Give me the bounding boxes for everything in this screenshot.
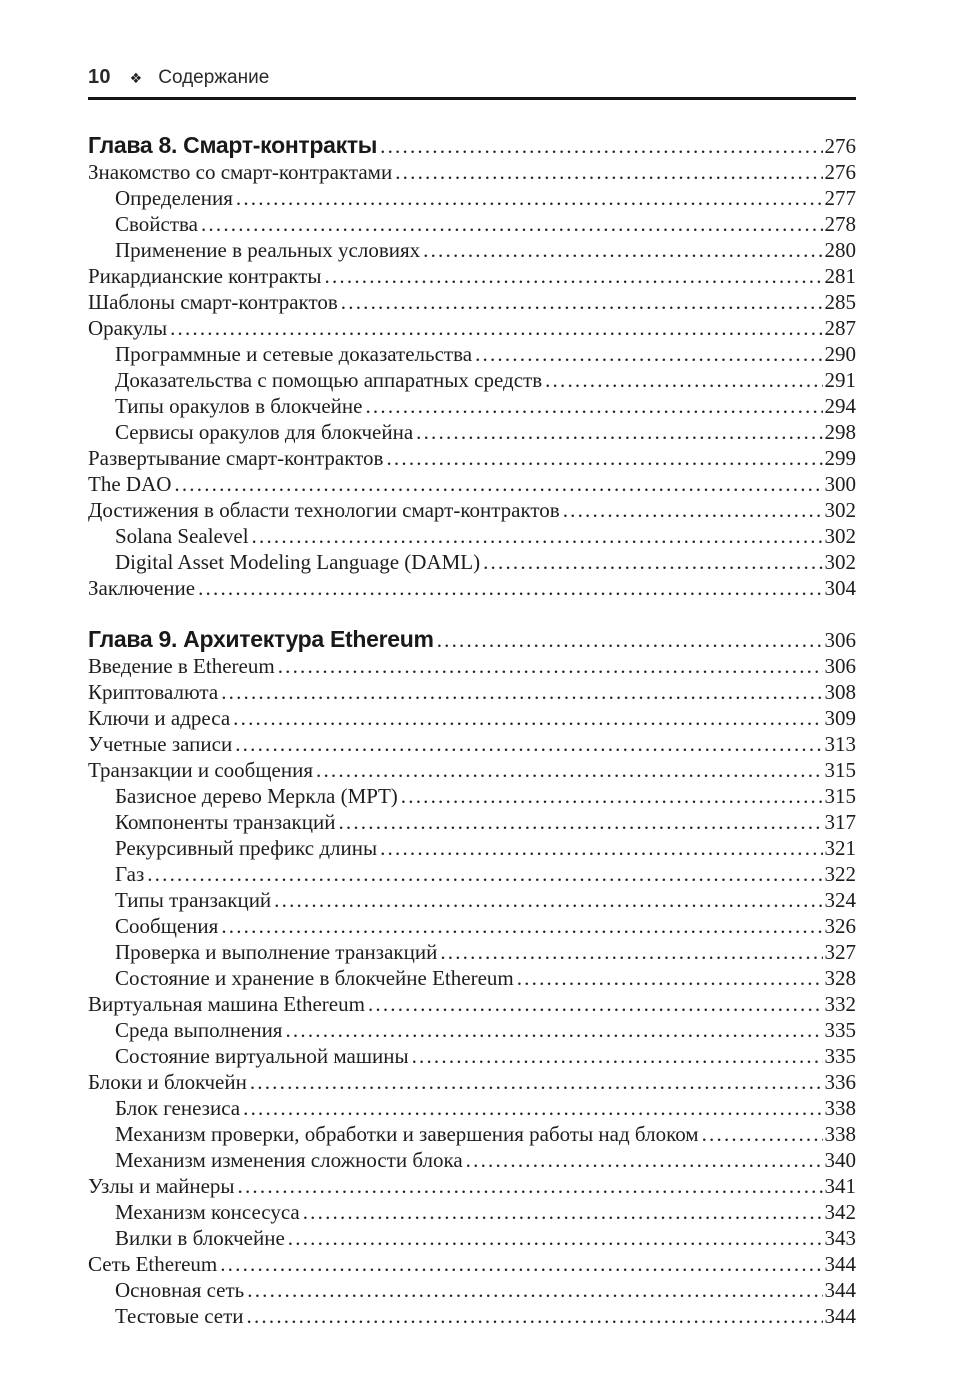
toc-entry-label: Рекурсивный префикс длины [115,836,378,860]
toc-entry-label: Оракулы [88,316,168,340]
toc-entry-label: Заключение [88,576,196,600]
toc-entry-page: 344 [824,1252,856,1276]
toc-entry-label: Блоки и блокчейн [88,1070,247,1094]
dot-leader [560,497,823,523]
toc-entry [88,549,856,575]
dot-leader [542,367,822,393]
dot-leader [362,393,822,419]
toc-entry-page: 277 [824,186,856,210]
toc-entry [88,263,856,289]
toc-entry-page: 300 [824,472,856,496]
toc-entry-label: Блок генезиса [115,1096,241,1120]
toc-entry-label: Механизм изменения сложности блока [115,1148,463,1172]
dot-leader [322,263,823,289]
toc-chapter-heading [88,132,856,159]
toc-entry-page: 341 [824,1174,856,1198]
toc-entry-page: 309 [824,706,856,730]
toc-entry-page: 336 [824,1070,856,1094]
toc-entry [88,939,856,965]
toc-entry [88,1121,856,1147]
page-header [88,66,856,100]
diamond-ornament-icon: ❖ [129,71,143,87]
toc-entry-label: Развертывание смарт-контрактов [88,446,384,470]
toc-entry-label: Тестовые сети [115,1304,244,1328]
toc-entry-label: Сервисы оракулов для блокчейна [115,420,414,444]
toc-entry-page: 322 [824,862,856,886]
toc-entry-label: Глава 8. Смарт-контракты [88,132,378,158]
toc-entry [88,1251,856,1277]
toc-entry [88,731,856,757]
toc-entry [88,1199,856,1225]
toc-entry-label: Доказательства с помощью аппаратных средств [115,368,543,392]
toc-entry [88,185,856,211]
toc-entry [88,1017,856,1043]
toc-entry [88,289,856,315]
toc-entry-page: 315 [824,758,856,782]
toc-entry [88,991,856,1017]
toc-entry [88,1095,856,1121]
toc-entry [88,159,856,185]
dot-leader [472,341,822,367]
folio-page-number: 10 [88,66,111,88]
dot-leader [282,1017,822,1043]
dot-leader [167,315,822,341]
dot-leader [420,237,822,263]
toc-entry-page: 290 [824,342,856,366]
toc-entry [88,211,856,237]
toc-entry [88,861,856,887]
toc-entry-label: Основная сеть [115,1278,245,1302]
dot-leader [377,835,822,861]
dot-leader [335,809,822,835]
dot-leader [409,1043,823,1069]
dot-leader [383,445,822,471]
toc-entry-page: 285 [824,290,856,314]
dot-leader [463,1147,823,1173]
toc-entry [88,783,856,809]
toc-entry-page: 332 [824,992,856,1016]
toc-section [88,626,856,1329]
toc-entry-label: Среда выполнения [115,1018,283,1042]
dot-leader [514,965,823,991]
toc-entry-page: 291 [824,368,856,392]
toc-entry-page: 294 [824,394,856,418]
toc-entry-label: Свойства [115,212,198,236]
toc-entry-page: 299 [824,446,856,470]
toc-entry-label: Сообщения [115,914,219,938]
toc-entry [88,1225,856,1251]
toc-entry-page: 287 [824,316,856,340]
toc-section [88,132,856,601]
running-head-title: Содержание [158,67,270,88]
toc-entry-label: Криптовалюта [88,680,219,704]
toc-entry-label: Применение в реальных условиях [115,238,421,262]
toc-entry-label: Базисное дерево Меркла (MPT) [115,784,398,808]
toc-entry [88,497,856,523]
toc-entry [88,419,856,445]
toc-entry [88,835,856,861]
toc-entry-label: Виртуальная машина Ethereum [88,992,365,1016]
toc-entry [88,393,856,419]
toc-entry [88,965,856,991]
dot-leader [271,887,822,913]
toc-entry-page: 343 [824,1226,856,1250]
toc-entry-page: 315 [824,784,856,808]
toc-entry-page: 335 [824,1018,856,1042]
toc-entry-page: 321 [824,836,856,860]
dot-leader [699,1121,823,1147]
toc-entry-label: Шаблоны смарт-контрактов [88,290,338,314]
dot-leader [413,419,822,445]
toc-entry [88,1173,856,1199]
toc-entry-label: Глава 9. Архитектура Ethereum [88,626,434,652]
toc-entry-label: Введение в Ethereum [88,654,275,678]
toc-entry-page: 344 [824,1278,856,1302]
dot-leader [338,289,823,315]
toc-entry [88,887,856,913]
dot-leader [218,679,822,705]
dot-leader [244,1277,822,1303]
toc-entry-label: Типы оракулов в блокчейне [115,394,363,418]
dot-leader [275,653,823,679]
dot-leader [232,731,822,757]
toc-entry-page: 328 [824,966,856,990]
dot-leader [217,1251,822,1277]
dot-leader [377,133,822,159]
toc-entry-page: 278 [824,212,856,236]
dot-leader [144,861,822,887]
dot-leader [285,1225,823,1251]
toc-entry-page: 338 [824,1096,856,1120]
dot-leader [171,471,822,497]
dot-leader [198,211,823,237]
toc-entry [88,679,856,705]
toc-entry-label: Газ [115,862,145,886]
toc-entry-label: Ключи и адреса [88,706,231,730]
toc-entry-page: 280 [824,238,856,262]
toc-entry-label: Узлы и майнеры [88,1174,235,1198]
toc-entry-label: Программные и сетевые доказательства [115,342,473,366]
toc-entry-label: Состояние и хранение в блокчейне Ethereum [115,966,514,990]
toc-entry-page: 276 [824,134,856,158]
dot-leader [249,523,823,549]
toc-entry-page: 344 [824,1304,856,1328]
toc-entry-label: Сеть Ethereum [88,1252,218,1276]
dot-leader [434,627,823,653]
toc-entry [88,757,856,783]
toc-entry-label: Учетные записи [88,732,233,756]
toc-entry-label: Определения [115,186,233,210]
toc-entry [88,809,856,835]
dot-leader [480,549,822,575]
toc-entry [88,445,856,471]
toc-entry-page: 326 [824,914,856,938]
toc-entry-page: 298 [824,420,856,444]
table-of-contents [88,132,856,1329]
toc-entry [88,315,856,341]
toc-entry-page: 324 [824,888,856,912]
toc-entry-label: Механизм консесуса [115,1200,300,1224]
dot-leader [398,783,823,809]
dot-leader [247,1069,823,1095]
toc-entry-label: The DAO [88,472,172,496]
toc-entry [88,1069,856,1095]
toc-entry-label: Состояние виртуальной машины [115,1044,409,1068]
dot-leader [313,757,823,783]
dot-leader [218,913,822,939]
toc-entry-label: Достижения в области технологии смарт-контрактов [88,498,560,522]
toc-entry [88,1277,856,1303]
dot-leader [300,1199,823,1225]
dot-leader [235,1173,823,1199]
toc-entry-page: 304 [824,576,856,600]
toc-entry-label: Digital Asset Modeling Language (DAML) [115,550,481,574]
toc-entry [88,653,856,679]
toc-entry [88,471,856,497]
toc-entry-page: 313 [824,732,856,756]
toc-entry-label: Компоненты транзакций [115,810,336,834]
toc-entry-page: 306 [824,628,856,652]
toc-entry-label: Типы транзакций [115,888,272,912]
toc-entry-page: 317 [824,810,856,834]
toc-entry-label: Проверка и выполнение транзакций [115,940,438,964]
toc-chapter-heading [88,626,856,653]
toc-entry [88,1147,856,1173]
toc-entry-page: 306 [824,654,856,678]
toc-entry-page: 281 [824,264,856,288]
toc-entry-label: Механизм проверки, обработки и завершения работы над блоком [115,1122,699,1146]
toc-entry-page: 340 [824,1148,856,1172]
toc-entry-label: Знакомство со смарт-контрактами [88,160,393,184]
toc-entry [88,575,856,601]
toc-entry-label: Вилки в блокчейне [115,1226,285,1250]
toc-entry-page: 335 [824,1044,856,1068]
dot-leader [230,705,822,731]
toc-entry-page: 302 [824,498,856,522]
dot-leader [244,1303,823,1329]
toc-entry-page: 302 [824,550,856,574]
toc-entry [88,1303,856,1329]
toc-entry [88,1043,856,1069]
toc-entry-page: 338 [824,1122,856,1146]
dot-leader [437,939,822,965]
toc-entry-page: 327 [824,940,856,964]
dot-leader [195,575,822,601]
toc-entry-label: Транзакции и сообщения [88,758,313,782]
toc-entry-page: 302 [824,524,856,548]
toc-entry [88,705,856,731]
toc-entry-page: 342 [824,1200,856,1224]
dot-leader [365,991,823,1017]
toc-entry [88,913,856,939]
toc-entry-label: Рикардианские контракты [88,264,322,288]
toc-entry-page: 308 [824,680,856,704]
toc-entry-label: Solana Sealevel [115,524,249,548]
toc-entry-page: 276 [824,160,856,184]
toc-entry [88,341,856,367]
toc-entry [88,237,856,263]
dot-leader [240,1095,822,1121]
dot-leader [392,159,822,185]
dot-leader [233,185,823,211]
toc-entry [88,523,856,549]
toc-entry [88,367,856,393]
